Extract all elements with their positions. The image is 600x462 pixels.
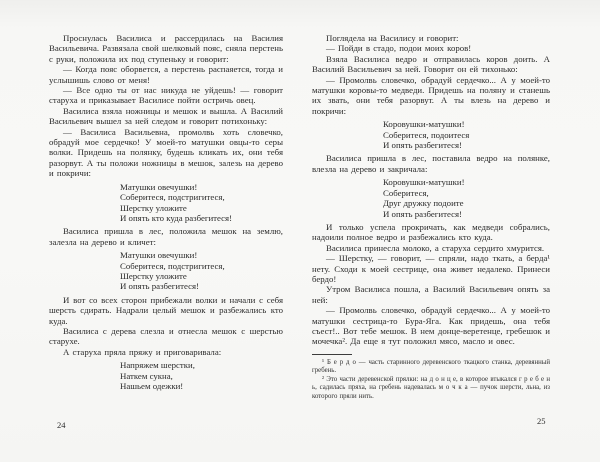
verse-line: Соберитеся, подстригитеся,: [120, 192, 225, 203]
verse-line: И опять разбегитеся!: [383, 140, 462, 151]
verse-line: Соберитеся,: [383, 187, 429, 198]
page-right: [312, 33, 550, 401]
verse-line: И опять разбегитеся!: [120, 281, 199, 292]
verse-line: Соберитеся, подоитеся: [383, 129, 470, 140]
footnote-rule: [312, 354, 352, 355]
paragraph: — Пойди в стадо, подои моих коров!: [326, 43, 472, 54]
page-number: 24: [57, 420, 66, 430]
paragraph: А старуха пряла пряжу и приговаривала:: [63, 346, 222, 357]
paragraph: Василиса с дерева слезла и отнесла мешок с шерстью старухе.: [49, 325, 283, 347]
verse-line: Друг дружку подоите: [383, 198, 464, 209]
verse: [383, 119, 550, 150]
paragraph: Василиса принесла молоко, а старуха сердито хмурится.: [326, 242, 545, 253]
paragraph: Василиса пришла в лес, положила мешок на землю, залезла на дерево и кличет:: [49, 226, 283, 247]
footnote: ² Это части деревенской прялки: на д о н ц е, в которое втыкался г р е б е н ь, садилась пряха, на гребень надевалась м о ч к а — пучок шерсти, льна, из которого пряли нить.: [312, 376, 550, 400]
verse: [120, 250, 283, 292]
paragraph: Василиса пришла в лес, поставила ведро на полянке, влезла на дерево и закричала:: [312, 153, 550, 174]
verse-line: Матушки овечушки!: [120, 181, 198, 192]
paragraph: — Василиса Васильевна, промолвь хоть словечко, обрадуй мое сердечко! У моей-то матушки овцы-то серы волки. Придешь на полянку, будешь кликать их, они тебя разорвут. А ты положи ножницы в мешок, залезь на дерево и покричи:: [49, 126, 283, 179]
verse-line: Шерстку уложите: [120, 202, 187, 213]
verse-line: Наткем сукна,: [120, 370, 173, 381]
verse-line: Коровушки-матушки!: [383, 177, 465, 188]
paragraph: Взяла Василиса ведро и отправилась коров доить. А Василий Васильевич за ней. Говорит он ей тихонько:: [312, 53, 550, 75]
paragraph: — Промолвь словечко, обрадуй сердечко... А у моей-то матушки сестрица-то Бура-Яга. Как придешь, она тебя съест!.. Вот тебе мешок. В нем донце-веретенце, гребешок и мочечка². Да еще я тут положил мясо, масло и овес.: [312, 305, 550, 347]
verse-line: И опять разбегитеся!: [383, 208, 462, 219]
verse-line: Нашьем одежки!: [120, 381, 184, 391]
paragraph: — Когда пояс оборвется, а перстень распаяется, тогда и услышишь слово от меня!: [49, 64, 283, 85]
paragraph: И только успела прокричать, как медведи собрались, надоили полное ведро и разбежались кто куда.: [312, 221, 550, 243]
paragraph: — Шерстку, — говорит, — спряли, надо ткать, а берда¹ нету. Сходи к моей сестрице, она живет недалеко. Принеси бердо!: [312, 253, 550, 284]
paragraph: — Все одно ты от нас никуда не уйдешь! — говорит старуха и приказывает Василисе пойти остричь овец.: [49, 85, 283, 106]
verse-line: Напряжем шерстки,: [120, 360, 195, 371]
verse: [120, 182, 283, 224]
paragraph: И вот со всех сторон прибежали волки и начали с себя шерсть сдирать. Надрали целый мешок и разбежались кто куда.: [49, 294, 283, 326]
page-left: [49, 33, 283, 394]
verse-line: Коровушки-матушки!: [383, 119, 465, 130]
paragraph: Василиса взяла ножницы и мешок и вышла. А Василий Васильевич вышел за ней следом и говорит потихоньку:: [49, 105, 283, 127]
paragraph: Поглядела на Василису и говорит:: [326, 33, 459, 43]
paragraph: Утром Василиса пошла, а Василий Васильевич опять за ней:: [312, 284, 550, 305]
paragraph: — Промолвь словечко, обрадуй сердечко... А у моей-то матушки коровы-то медведи. Придешь на поляну и станешь их звать, они тебя разорвут. А ты влезь на дерево и покричи:: [312, 74, 550, 116]
verse-line: Соберитеся, подстригитеся,: [120, 260, 225, 271]
verse-line: Матушки овечушки!: [120, 250, 198, 261]
verse-line: И опять кто куда разбегитеся!: [120, 212, 233, 223]
verse: [383, 177, 550, 219]
footnote: ¹ Б е р д о — часть старинного деревенского ткацкого станка, деревянный гребень.: [312, 358, 550, 374]
page-number: 25: [537, 416, 546, 426]
verse-line: Шерстку уложите: [120, 270, 187, 281]
paragraph: Проснулась Василиса и рассердилась на Василия Васильевича. Развязала свой шелковый пояс, сняла перстень с руки, положила их под ступеньку и говорит:: [49, 33, 283, 64]
verse: [120, 360, 283, 391]
